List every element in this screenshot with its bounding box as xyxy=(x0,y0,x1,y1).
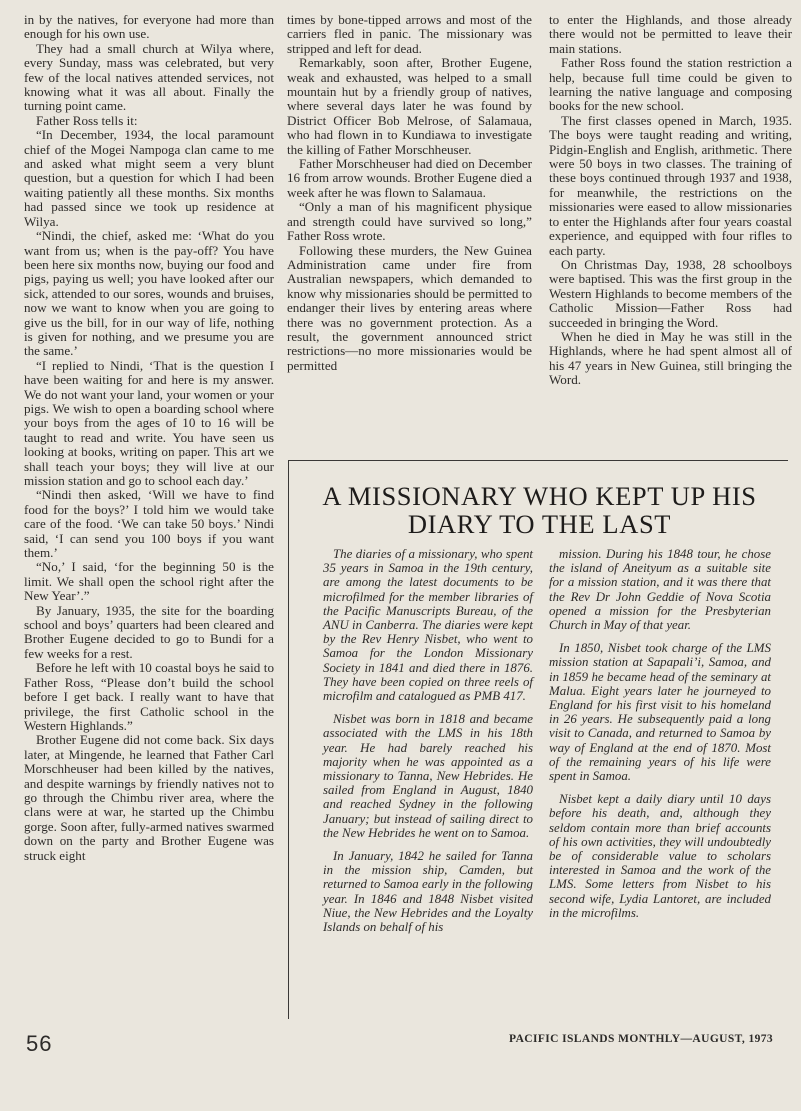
paragraph: mission. During his 1848 tour, he chose the island of Aneityum as a suitable site for a mission station, and it was there that the Rev Dr John Geddie of Nova Scotia opened a mission for the Presbyterian Church in May of that year. xyxy=(549,547,771,633)
paragraph: They had a small church at Wilya where, every Sunday, mass was celebrated, but very few of the local natives attended services, not knowing what it was all about. Finally the turning point came. xyxy=(24,40,274,114)
paragraph: times by bone-tipped arrows and most of the carriers fled in panic. The missionary was stripped and left for dead. xyxy=(287,12,532,56)
paragraph: Brother Eugene did not come back. Six days later, at Mingende, he learned that Father Carl Morschheuser had been killed by the natives, and despite warnings by friendly natives not to go through the Chimbu river area, where the clans were at war, he started up the Chimbu gorge. Soon after, fully-armed natives swarmed down on the party and Brother Eugene was struck eight xyxy=(24,732,274,863)
article-column-3 xyxy=(549,13,792,388)
paragraph: Nisbet kept a daily diary until 10 days before his death, and, although they seldom contain more than brief accounts of his own activities, they will undoubtedly be of considerable value to scholars interested in Samoa and the work of the LMS. Some letters from Nisbet to his second wife, Lydia Lantoret, are included in the microfilms. xyxy=(549,792,771,920)
paragraph: “No,’ I said, ‘for the beginning 50 is the limit. We shall open the school right after the New Year’.” xyxy=(24,559,274,604)
paragraph: Following these murders, the New Guinea Administration came under fire from Australian newspapers, which demanded to know why missionaries should be permitted to endanger their lives by entering areas where there was no government protection. As a result, the government announced strict restrictions—no more missionaries would be permitted xyxy=(287,242,532,373)
article-column-1 xyxy=(24,13,274,863)
paragraph: “I replied to Nindi, ‘That is the question I have been waiting for and here is my answer. We do not want your land, your women or your pigs. We wish to open a boarding school where your boys from the ages of 10 to 16 will be taught to read and write. You have seen us looking at books, writing on paper. This art we shall teach your boys; they will live at our mission station and go to school each day.’ xyxy=(24,357,274,488)
paragraph: “In December, 1934, the local paramount chief of the Mogei Nampoga clan came to me and asked what might seem a very blunt question, but a question for which I had been waiting patiently all these months. Six months had passed since we took up residence at Wilya. xyxy=(24,127,274,229)
sidebar-article-box xyxy=(288,460,788,1019)
page-footer xyxy=(509,1033,773,1045)
sidebar-column-2 xyxy=(549,547,771,929)
paragraph: “Only a man of his magnificent physique and strength could have survived so long,” Father Ross wrote. xyxy=(287,199,532,244)
paragraph: The diaries of a missionary, who spent 35 years in Samoa in the 19th century, are among the latest documents to be microfilmed for the member libraries of the Pacific Manuscripts Bureau, of the ANU in Canberra. The diaries were kept by the Rev Henry Nisbet, who went to Samoa for the London Missionary Society in 1841 and died there in 1876. They have been copied on three reels of microfilm and catalogued as PMB 417. xyxy=(323,547,533,704)
paragraph: Before he left with 10 coastal boys he said to Father Ross, “Please don’t build the school before I get back. I really want to have that privilege, the first Catholic school in the Western Highlands.” xyxy=(24,660,274,733)
paragraph: Father Ross found the station restriction a help, because full time could be given to learning the native language and composing books for the new school. xyxy=(549,55,792,114)
paragraph: When he died in May he was still in the Highlands, where he had spent almost all of his 47 years in New Guinea, still bringing the Word. xyxy=(549,328,792,388)
paragraph: “Nindi then asked, ‘Will we have to find food for the boys?’ I told him we would take care of the food. ‘We can take 50 boys.’ Nindi said, ‘I can send you 100 boys if you want them.’ xyxy=(24,487,274,561)
paragraph: Father Ross tells it: xyxy=(36,112,138,128)
paragraph: In 1850, Nisbet took charge of the LMS mission station at Sapapali’i, Samoa, and in 1859 he became head of the seminary at Malua. Eight years later he journeyed to England for his first visit to his homeland in 26 years. He subsequently paid a long visit to Canada, and returned to Samoa by way of England at the end of 1870. Most of the remaining years of his life were spent in Samoa. xyxy=(549,641,771,784)
paragraph: in by the natives, for everyone had more than enough for his own use. xyxy=(24,12,274,42)
paragraph: “Nindi, the chief, asked me: ‘What do you want from us; when is the pay-off? You have been here six months now, buying our food and pigs, paying us well; you have looked after our sick, attended to our sores, wounds and bruises, now we want to know when you are going to give us the bill, for in our way of life, nothing is given for nothing, and we presume you are the same.’ xyxy=(24,228,274,359)
paragraph: The first classes opened in March, 1935. The boys were taught reading and writing, Pidgin-English and English, arithmetic. There were 50 boys in two classes. The training of these boys continued through 1937 and 1938, for meanwhile, the restrictions on the missionaries were eased to allow missionaries to enter the Highlands after four years coastal experience, and equipped with four rifles to each party. xyxy=(549,112,792,258)
magazine-name: PACIFIC ISLANDS MONTHLY xyxy=(509,1033,681,1045)
paragraph: Father Morschheuser had died on December 16 from arrow wounds. Brother Eugene died a week after he was flown to Salamaua. xyxy=(287,156,532,200)
issue-date: AUGUST, 1973 xyxy=(692,1033,774,1045)
article-column-2 xyxy=(287,13,532,373)
paragraph: By January, 1935, the site for the boarding school and boys’ quarters had been cleared and Brother Eugene decided to go to Bundi for a few weeks for a rest. xyxy=(24,602,274,661)
paragraph: In January, 1842 he sailed for Tanna in the mission ship, Camden, but returned to Samoa early in the following year. In 1846 and 1848 Nisbet visited Niue, the New Hebrides and the Loyalty Islands on behalf of his xyxy=(323,849,533,935)
sidebar-headline: A MISSIONARY WHO KEPT UP HIS DIARY TO THE LAST xyxy=(322,481,757,539)
paragraph: to enter the Highlands, and those already there would not be permitted to leave their main stations. xyxy=(549,12,792,56)
paragraph: On Christmas Day, 1938, 28 schoolboys were baptised. This was the first group in the Western Highlands to become members of the Catholic Mission—Father Ross had succeeded in bringing the Word. xyxy=(549,256,792,330)
footer-separator: — xyxy=(680,1033,693,1045)
paragraph: Nisbet was born in 1818 and became associated with the LMS in his 18th year. He had barely reached his majority when he was appointed as a missionary to Tanna, New Hebrides. He sailed from England in August, 1840 and reached Sydney in the following January; but instead of sailing direct to the New Hebrides he went on to Samoa. xyxy=(323,712,533,840)
sidebar-column-1 xyxy=(323,547,533,943)
paragraph: Remarkably, soon after, Brother Eugene, weak and exhausted, was helped to a small mountain hut by a friendly group of natives, where several days later he was found by District Officer Bob Melrose, of Salamaua, who had flown in to Kundiawa to investigate the killing of Father Morschheuser. xyxy=(287,55,532,157)
page-number: 56 xyxy=(26,1031,53,1056)
